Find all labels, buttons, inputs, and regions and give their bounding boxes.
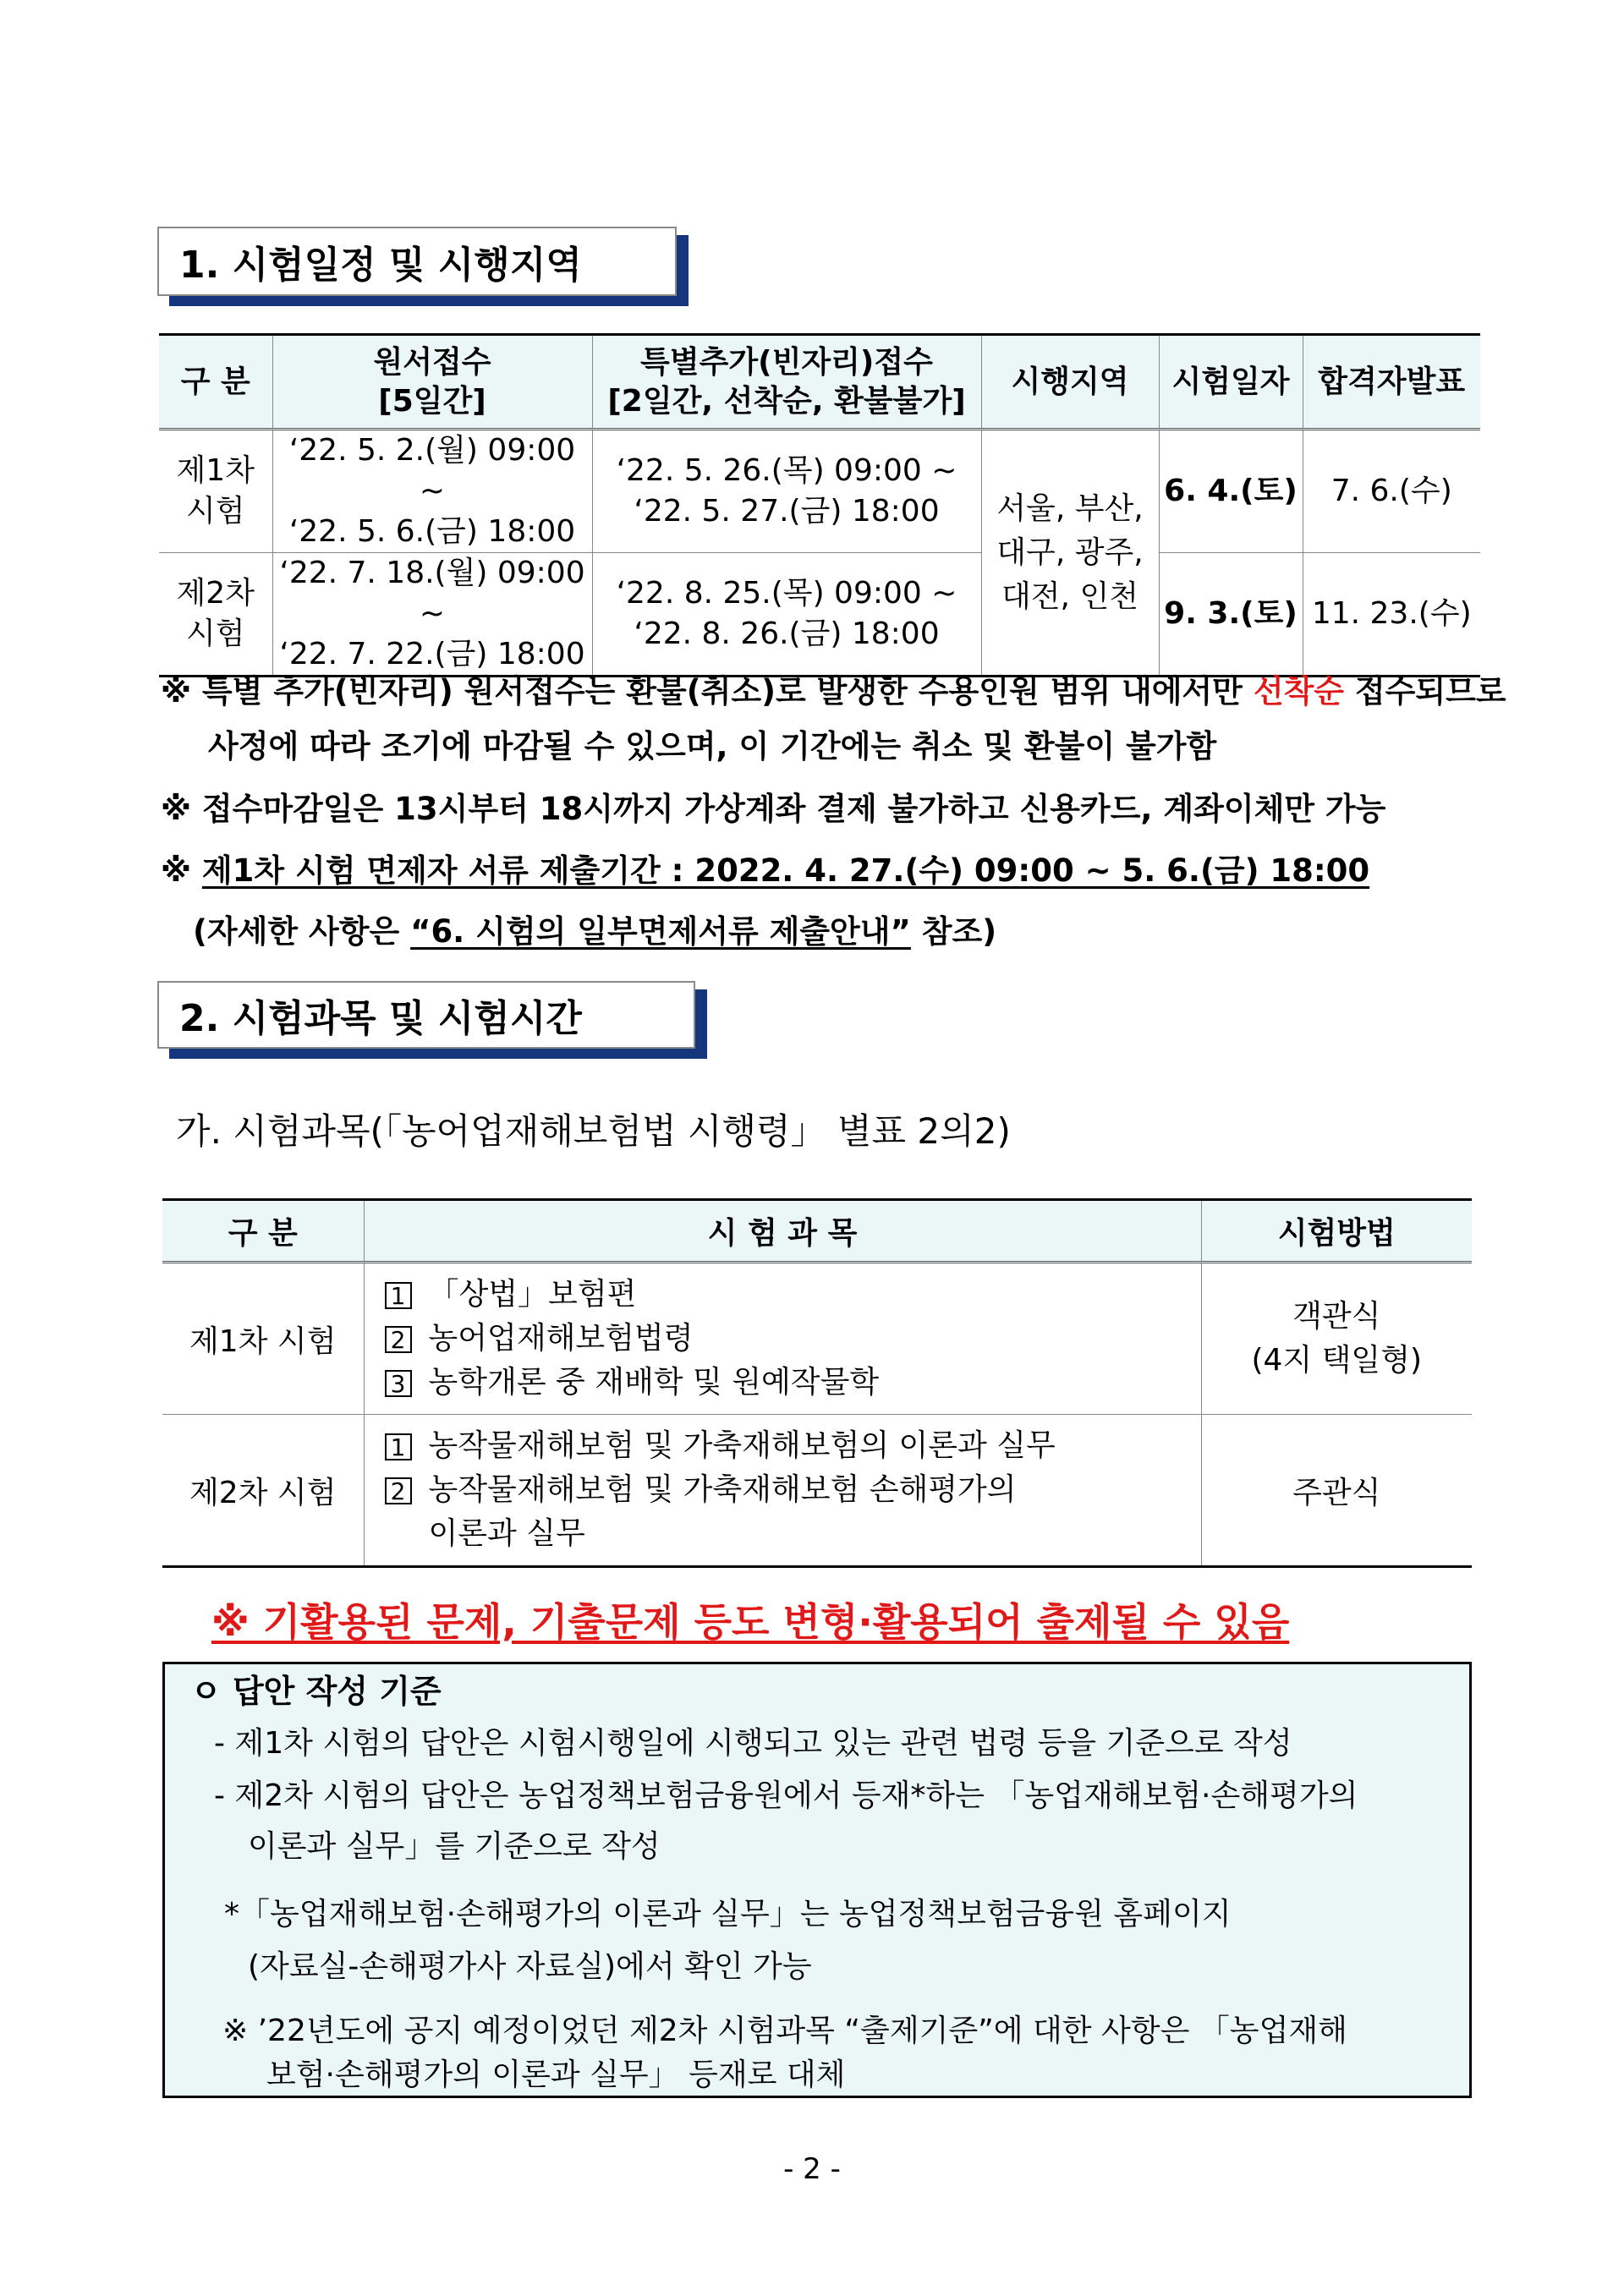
page-number: - 2 - [783, 2152, 841, 2186]
subjects-table [162, 1198, 1472, 1568]
header-apply: 원서접수 [5일간] [272, 335, 592, 430]
criteria-line: - 제2차 시험의 답안은 농업정책보험금융원에서 등재*하는 「농업재해보험·손해평가의 [214, 1778, 1358, 1813]
row-result: 11. 23.(수) [1303, 553, 1480, 677]
criteria-line: - 제1차 시험의 답안은 시험시행일에 시행되고 있는 관련 법령 등을 기준으로 작성 [214, 1726, 1292, 1761]
row-exam-date: 6. 4.(토) [1159, 430, 1303, 553]
row-method: 주관식 [1201, 1415, 1472, 1567]
schedule-header-row [159, 335, 1480, 430]
subject-list [364, 1415, 1201, 1567]
header-subject: 시 험 과 목 [364, 1200, 1201, 1263]
row-special: ‘22. 5. 26.(목) 09:00 ~ ‘22. 5. 27.(금) 18:00 [592, 430, 981, 553]
subsection-a-title: 가. 시험과목(「농어업재해보험법 시행령」 별표 2의2) [176, 1110, 1011, 1152]
first-come-highlight: 선착순 [1253, 673, 1345, 710]
region-cell: 서울, 부산, 대구, 광주, 대전, 인천 [981, 430, 1159, 677]
table-row [162, 1263, 1472, 1415]
list-item: 1 농작물재해보험 및 가축재해보험의 이론과 실무 [385, 1424, 1201, 1468]
header-gubun: 구 분 [159, 335, 272, 430]
note-special-apply: ※ 특별 추가(빈자리) 원서접수는 환불(취소)로 발생한 수용인원 범위 내에서만 선착순 접수되므로 [161, 673, 1506, 710]
header-gubun: 구 분 [162, 1200, 364, 1263]
header-exam-date: 시험일자 [1159, 335, 1303, 430]
row-result: 7. 6.(수) [1303, 430, 1480, 553]
criteria-note: 보험·손해평가의 이론과 실무」 등재로 대체 [266, 2058, 846, 2092]
criteria-title: ㅇ 답안 작성 기준 [190, 1673, 442, 1710]
note-special-apply-line2: 사정에 따라 조기에 마감될 수 있으며, 이 기간에는 취소 및 환불이 불가함 [208, 728, 1217, 764]
criteria-footnote: (자료실-손해평가사 자료실)에서 확인 가능 [248, 1949, 812, 1984]
section-1-title: 1. 시험일정 및 시행지역 [157, 227, 677, 296]
row-exam-date: 9. 3.(토) [1159, 553, 1303, 677]
subjects-header-row [162, 1200, 1472, 1263]
schedule-table [159, 333, 1480, 677]
row-method: 객관식 (4지 택일형) [1201, 1263, 1472, 1415]
reference-link-text: “6. 시험의 일부면제서류 제출안내” [410, 913, 911, 950]
subject-list [364, 1263, 1201, 1415]
row-gubun: 제1차 시험 [162, 1263, 364, 1415]
header-special: 특별추가(빈자리)접수 [2일간, 선착순, 환불불가] [592, 335, 981, 430]
note-reference: (자세한 사항은 “6. 시험의 일부면제서류 제출안내” 참조) [193, 913, 997, 950]
criteria-footnote: *「농업재해보험·손해평가의 이론과 실무」는 농업정책보험금융원 홈페이지 [224, 1897, 1232, 1932]
list-item: 2 농어업재해보험법령 [385, 1317, 1201, 1361]
row-special: ‘22. 8. 25.(목) 09:00 ~ ‘22. 8. 26.(금) 18:00 [592, 553, 981, 677]
list-item: 3 농학개론 중 재배학 및 원예작물학 [385, 1361, 1201, 1405]
row-gubun: 제1차 시험 [159, 430, 272, 553]
header-method: 시험방법 [1201, 1200, 1472, 1263]
table-row [162, 1415, 1472, 1567]
header-result: 합격자발표 [1303, 335, 1480, 430]
table-row [159, 553, 1480, 677]
criteria-note: ※ ’22년도에 공지 예정이었던 제2차 시험과목 “출제기준”에 대한 사항은 「농업재해 [222, 2014, 1347, 2048]
note-exemption: ※ 제1차 시험 면제자 서류 제출기간 : 2022. 4. 27.(수) 09:00 ~ 5. 6.(금) 18:00 [161, 852, 1370, 889]
row-gubun: 제2차 시험 [162, 1415, 364, 1567]
row-apply: ‘22. 5. 2.(월) 09:00 ~ ‘22. 5. 6.(금) 18:00 [272, 430, 592, 553]
note-deadline: ※ 접수마감일은 13시부터 18시까지 가상계좌 결제 불가하고 신용카드, 계좌이체만 가능 [161, 791, 1386, 827]
criteria-line: 이론과 실무」를 기준으로 작성 [248, 1829, 661, 1864]
row-gubun: 제2차 시험 [159, 553, 272, 677]
table-row [159, 430, 1480, 553]
list-item-continuation: 이론과 실무 [428, 1516, 585, 1551]
warning-text: ※ 기활용된 문제, 기출문제 등도 변형·활용되어 출제될 수 있음 [211, 1599, 1290, 1645]
header-region: 시행지역 [981, 335, 1159, 430]
row-apply: ‘22. 7. 18.(월) 09:00 ~ ‘22. 7. 22.(금) 18:00 [272, 553, 592, 677]
answer-criteria-box [162, 1662, 1472, 2098]
section-2-title: 2. 시험과목 및 시험시간 [157, 981, 695, 1049]
list-item: 2 농작물재해보험 및 가축재해보험 손해평가의 [385, 1468, 1201, 1512]
list-item: 1 「상법」보험편 [385, 1273, 1201, 1317]
